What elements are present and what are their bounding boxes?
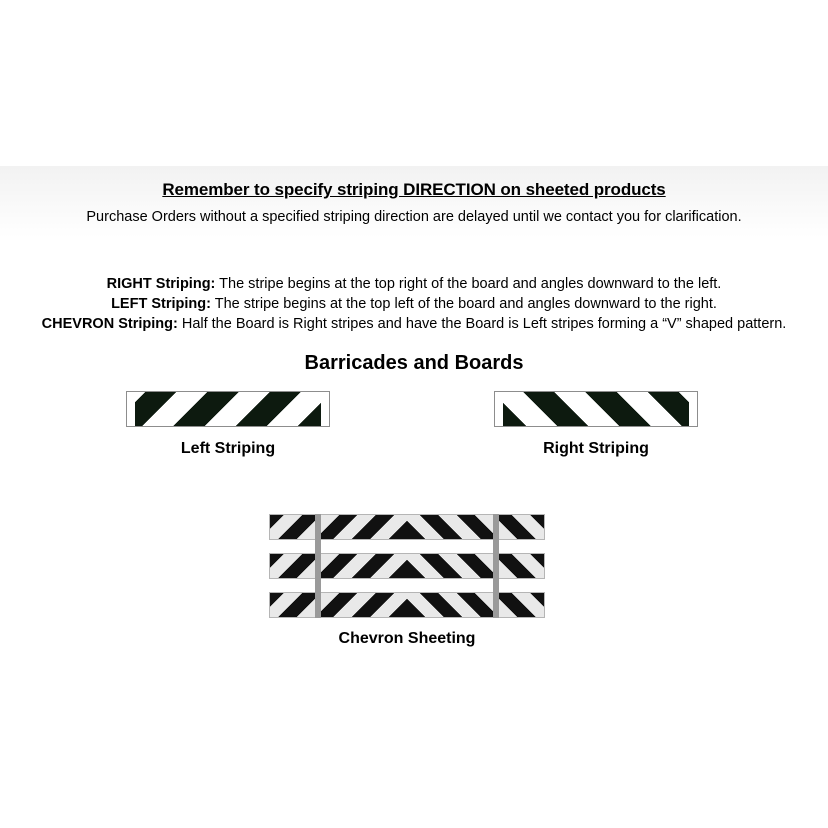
page-subtitle: Purchase Orders without a specified striping direction are delayed until we contact you for clarification. bbox=[86, 209, 742, 225]
chevron-barricade-graphic bbox=[269, 514, 545, 618]
rule-right-term: RIGHT Striping: bbox=[106, 276, 216, 292]
left-striping-label: Left Striping bbox=[180, 440, 276, 457]
rule-left bbox=[0, 294, 828, 314]
right-striping-label: Right Striping bbox=[543, 440, 649, 457]
left-striping-board-graphic bbox=[126, 391, 330, 427]
chevron-half-left bbox=[270, 593, 407, 617]
right-striping-example bbox=[494, 391, 698, 458]
chevron-rail-bottom bbox=[269, 592, 545, 618]
rule-right-text: The stripe begins at the top right of the board and angles downward to the left. bbox=[215, 276, 722, 292]
rule-left-term: LEFT Striping: bbox=[111, 296, 211, 312]
chevron-half-right bbox=[407, 515, 544, 539]
rule-chevron-text: Half the Board is Right stripes and have the Board is Left stripes forming a “V” shaped pattern. bbox=[177, 316, 787, 332]
chevron-rail-middle bbox=[269, 553, 545, 579]
chevron-half-right bbox=[407, 554, 544, 578]
barricade-post-left bbox=[315, 514, 321, 618]
left-stripe-pattern bbox=[127, 392, 329, 426]
board-edge-left bbox=[495, 392, 503, 426]
chevron-sheeting-label: Chevron Sheeting bbox=[338, 630, 476, 647]
chevron-half-left bbox=[270, 554, 407, 578]
right-stripe-pattern bbox=[495, 392, 697, 426]
rule-left-text: The stripe begins at the top left of the board and angles downward to the right. bbox=[210, 296, 717, 312]
page-title: Remember to specify striping DIRECTION on sheeted products bbox=[162, 180, 666, 199]
left-striping-example bbox=[126, 391, 330, 458]
chevron-rail-top bbox=[269, 514, 545, 540]
right-striping-board-graphic bbox=[494, 391, 698, 427]
boards-row bbox=[0, 391, 828, 501]
board-edge-left bbox=[127, 392, 135, 426]
rule-right bbox=[0, 274, 828, 294]
board-edge-right bbox=[321, 392, 329, 426]
board-edge-right bbox=[689, 392, 697, 426]
rule-chevron bbox=[0, 314, 828, 334]
rule-chevron-term: CHEVRON Striping: bbox=[41, 316, 178, 332]
chevron-half-right bbox=[407, 593, 544, 617]
chevron-sheeting-example bbox=[269, 514, 545, 648]
chevron-half-left bbox=[270, 515, 407, 539]
barricade-post-right bbox=[493, 514, 499, 618]
striping-rules-list bbox=[0, 274, 828, 334]
section-heading: Barricades and Boards bbox=[304, 352, 524, 374]
